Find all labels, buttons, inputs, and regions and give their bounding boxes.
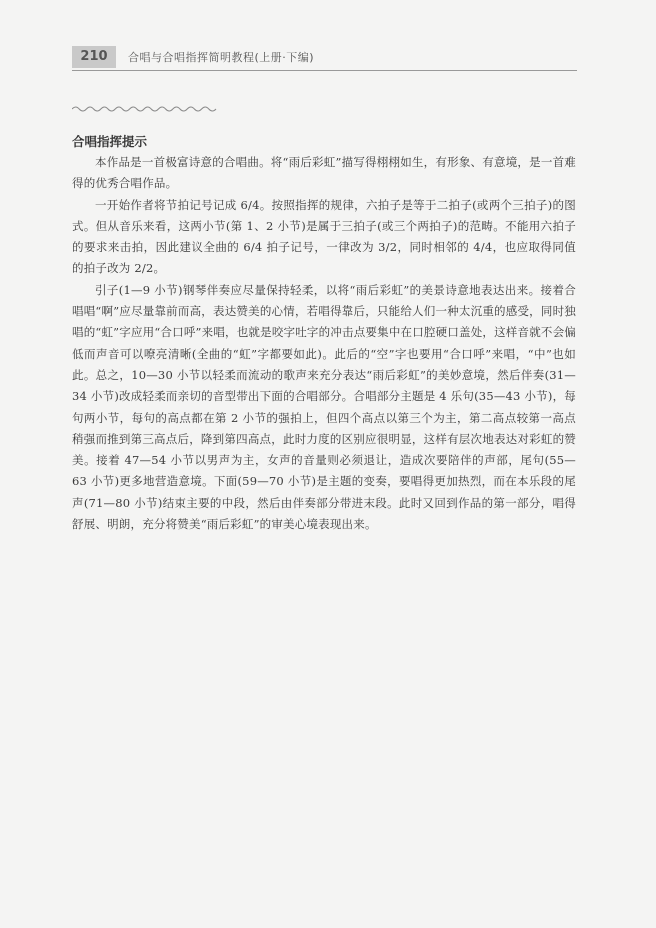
page-number: 210 — [72, 46, 116, 68]
paragraph: 引子(1—9 小节)钢琴伴奏应尽量保持轻柔，以将“雨后彩虹”的美景诗意地表达出来。接着合唱唱“啊”应尽量靠前而高，表达赞美的心情，若唱得靠后，只能给人们一种太沉重的感受，同时独唱的“虹”字应用“合口呼”来唱，也就是咬字吐字的冲击点要集中在口腔硬口盖处，这样音就不会偏低而声音可以嘹亮清晰(全曲的“虹”字都要如此)。此后的“空”字也要用“合口呼”来唱，“中”也如此。总之，10—30 小节以轻柔而流动的歌声来充分表达“雨后彩虹”的美妙意境，然后伴奏(31—34 小节)改成轻柔而亲切的音型带出下面的合唱部分。合唱部分主题是 4 乐句(35—43 小节)，每句两小节，每句的高点都在第 2 小节的强拍上，但四个高点以第三个为主，第二高点较第一高点稍强而推到第三高点后，降到第四高点，此时力度的区别应很明显，这样有层次地表达对彩虹的赞美。接着 47—54 小节以男声为主，女声的音量则必须退让，造成次要陪伴的声部，尾句(55—63 小节)更多地营造意境。下面(59—70 小节)是主题的变奏，要唱得更加热烈，而在本乐段的尾声(71—80 小节)结束主要的中段，然后由伴奏部分带进末段。此时又回到作品的第一部分，唱得舒展、明朗，充分将赞美“雨后彩虹”的审美心境表现出来。 — [72, 282, 577, 532]
wave-ornament-icon — [72, 104, 217, 114]
body-text — [72, 152, 576, 535]
section-title: 合唱指挥提示 — [72, 134, 148, 149]
paragraph: 本作品是一首极富诗意的合唱曲。将“雨后彩虹”描写得栩栩如生，有形象、有意境，是一首难得的优秀合唱作品。 — [72, 155, 576, 191]
running-title: 合唱与合唱指挥简明教程(上册·下编) — [128, 51, 315, 64]
header-rule — [72, 70, 577, 71]
paragraph: 一开始作者将节拍记号记成 6/4。按照指挥的规律，六拍子是等于二拍子(或两个三拍子)的图式。但从音乐来看，这两小节(第 1、2 小节)是属于三拍子(或三个两拍子)的范畴。不能用六拍子的要求来击拍，因此建议全曲的 6/4 拍子记号，一律改为 3/2，同时相邻的 4/4，也应取得同值的拍子改为 2/2。 — [72, 197, 576, 276]
